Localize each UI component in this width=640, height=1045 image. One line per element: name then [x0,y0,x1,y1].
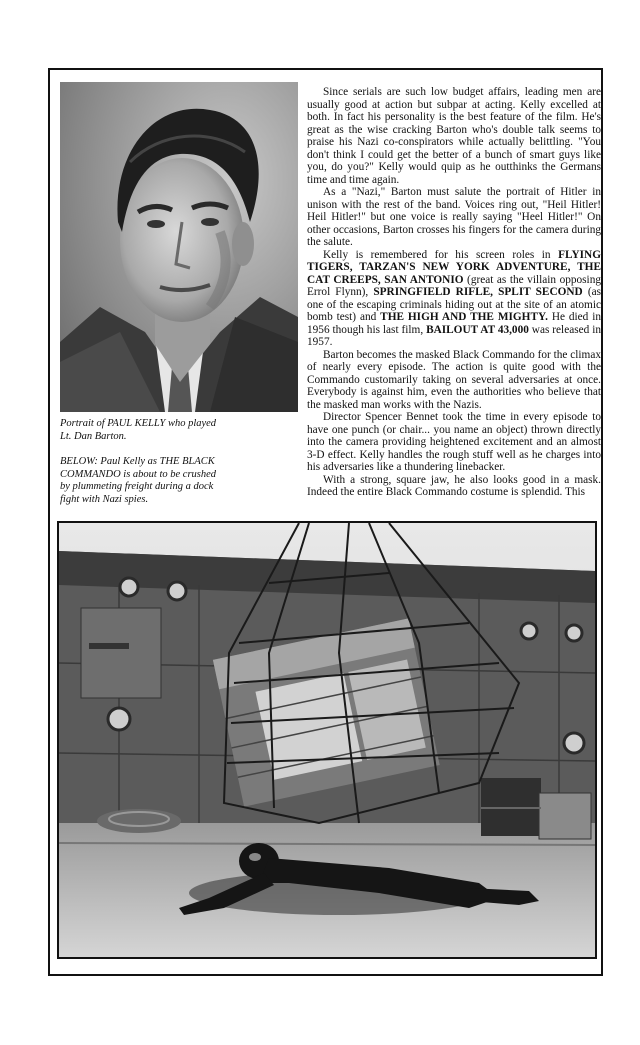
caption-line: Lt. Dan Barton. [60,430,127,442]
caption-line: BELOW: Paul Kelly as THE BLACK [60,456,215,467]
film-title: BAILOUT AT 43,000 [426,323,529,336]
text-run: (as one of the escaping criminals hiding out at the site of an atomic bomb test) and [307,286,601,323]
article-paragraph: As a "Nazi," Barton must salute the portrait of Hitler in unison with the rest of the band. Voices ring out, "Heil Hitler! Heil Hitler!" but one voice is really saying "Heel Hitler!" On other occasions, Barton crosses his fingers for the camera during the salute. [307,186,601,248]
caption-line: by plummeting freight during a dock [60,481,214,492]
text-run: was released in 1957. [307,323,601,348]
film-title: SPRINGFIELD RIFLE, SPLIT SECOND [373,286,583,298]
caption-line: Portrait of PAUL KELLY who played [60,418,217,429]
dock-scene-photo [57,521,597,959]
film-title: THE HIGH AND THE MIGHTY. [380,311,548,323]
scene-caption [60,456,300,506]
article-paragraph: Since serials are such low budget affairs, leading men are usually good at action but subpar at acting. Kelly excelled at both. In fact his personality is the best feature of the film. He's great as the wise cracking Barton who's double talk seems to praise his Nazi co-conspirators while actually belittling. "You don't think I could get the better of a bunch of smart guys like you, do you?" Kelly would quip as he outthinks the Germans time and time again. [307,86,601,186]
article-paragraph: With a strong, square jaw, he also looks good in a mask. Indeed the entire Black Commando costume is splendid. This [307,473,601,498]
article-body [307,86,601,518]
article-paragraph: Director Spencer Bennet took the time in every episode to have one punch (or chair... you name an object) thrown directly into the camera providing heightened excitement and an almost 3-D effect. Kelly handles the rough stuff well as he charges into his adversaries like a thundering linebacker. [307,411,601,473]
text-run: He died in 1956 though his last film, [307,311,601,336]
text-run: Kelly is remembered for his screen roles in [323,248,559,261]
caption-line: fight with Nazi spies. [60,493,149,505]
caption-line: COMMANDO is about to be crushed [60,468,217,480]
portrait-caption [60,418,300,443]
article-paragraph [307,249,601,349]
film-title: FLYING TIGERS, TARZAN'S NEW YORK ADVENTURE, THE CAT CREEPS, SAN ANTONIO [307,248,601,286]
article-paragraph: Barton becomes the masked Black Commando for the climax of nearly every episode. The action is quite good with the Commando customarily taking on several adversaries at once. Everybody is against him, even the authorities who believe that the masked man works with the Nazis. [307,348,601,411]
portrait-photo [60,82,298,412]
text-run: (great as the villain opposing Errol Flynn), [307,273,601,298]
